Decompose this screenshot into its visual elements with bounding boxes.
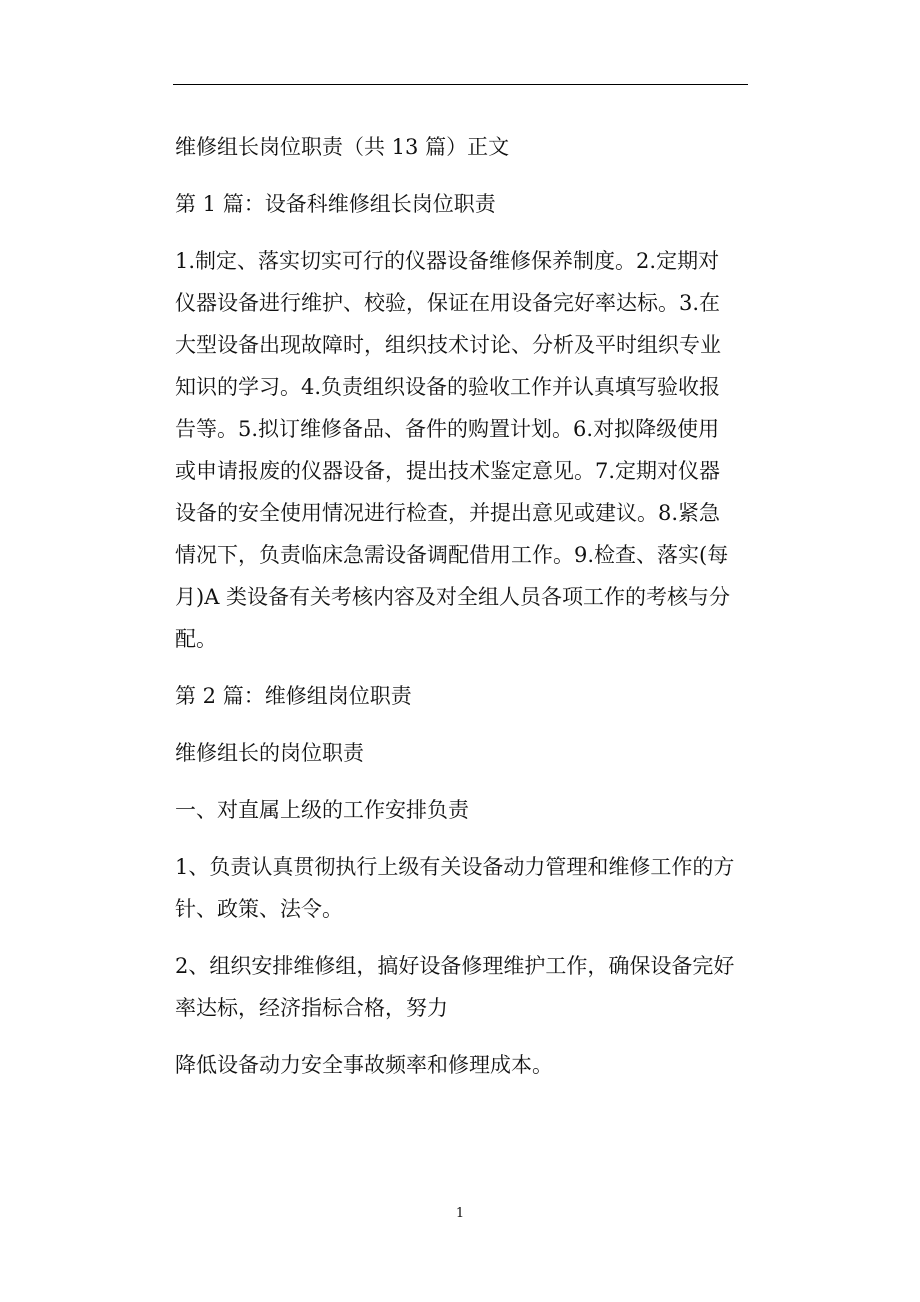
paragraph-line: 大型设备出现故障时，组织技术讨论、分析及平时组织专业 — [175, 333, 721, 357]
document-title: 维修组长岗位职责（共 13 篇）正文 — [175, 135, 510, 159]
paragraph-line: 告等。5.拟订维修备品、备件的购置计划。6.对拟降级使用 — [175, 417, 720, 441]
section-2-point-2-continuation: 降低设备动力安全事故频率和修理成本。 — [175, 1053, 553, 1077]
paragraph-line: 仪器设备进行维护、校验，保证在用设备完好率达标。3.在 — [175, 291, 721, 315]
section-2-heading: 第 2 篇：维修组岗位职责 — [175, 684, 412, 708]
section-2-point-2 — [175, 945, 750, 1029]
paragraph-line: 设备的安全使用情况进行检查，并提出意见或建议。8.紧急 — [175, 501, 721, 525]
section-2-item-1: 一、对直属上级的工作安排负责 — [175, 798, 469, 822]
section-2-subheading: 维修组长的岗位职责 — [175, 741, 364, 765]
document-body — [175, 126, 750, 1086]
paragraph-line: 1.制定、落实切实可行的仪器设备维修保养制度。2.定期对 — [175, 249, 720, 273]
paragraph-line: 知识的学习。4.负责组织设备的验收工作并认真填写验收报 — [175, 375, 721, 399]
header-rule — [173, 84, 748, 85]
paragraph-line: 2、组织安排维修组，搞好设备修理维护工作，确保设备完好 — [175, 954, 735, 978]
section-2-point-1 — [175, 846, 750, 930]
paragraph-line: 月)A 类设备有关考核内容及对全组人员各项工作的考核与分 — [175, 585, 731, 609]
paragraph-line: 或申请报废的仪器设备，提出技术鉴定意见。7.定期对仪器 — [175, 459, 721, 483]
section-1-paragraph — [175, 240, 750, 660]
section-1-heading: 第 1 篇：设备科维修组长岗位职责 — [175, 192, 496, 216]
page-number: 1 — [455, 1206, 465, 1221]
paragraph-line: 配。 — [175, 627, 217, 651]
paragraph-line: 1、负责认真贯彻执行上级有关设备动力管理和维修工作的方 — [175, 855, 735, 879]
paragraph-line: 情况下，负责临床急需设备调配借用工作。9.检查、落实(每 — [175, 543, 729, 567]
paragraph-line: 针、政策、法令。 — [175, 897, 343, 921]
paragraph-line: 率达标，经济指标合格，努力 — [175, 996, 448, 1020]
